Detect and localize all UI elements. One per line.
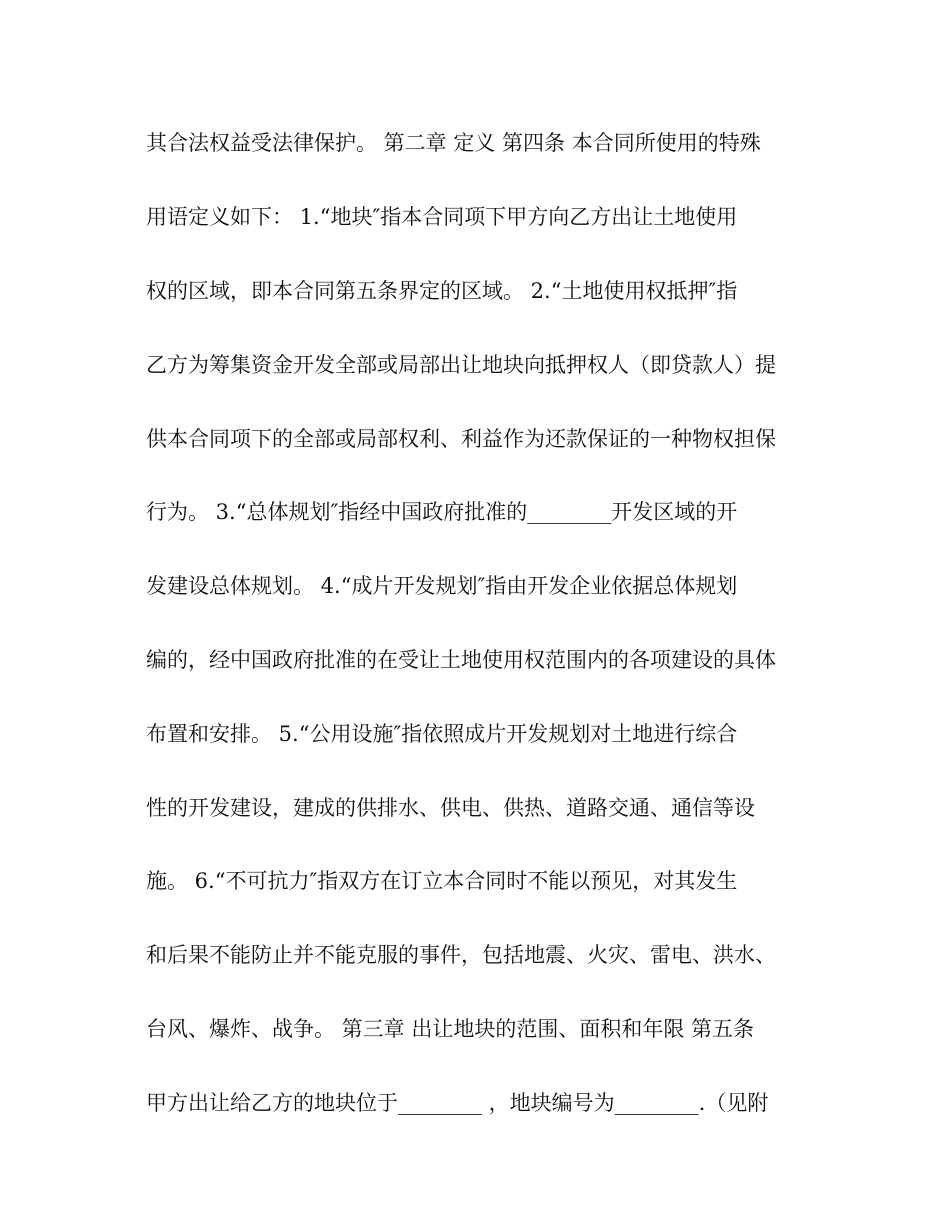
text-line: 供本合同项下的全部或局部权利、利益作为还款保证的一种物权担保 — [146, 427, 776, 451]
text-line: 编的，经中国政府批准的在受让土地使用权范围内的各项建设的具体 — [146, 648, 776, 672]
text-line: 台风、爆炸、战争。 第三章 出让地块的范围、面积和年限 第五条 — [146, 1017, 755, 1041]
text-line: 乙方为筹集资金开发全部或局部出让地块向抵押权人（即贷款人）提 — [146, 353, 776, 377]
text-line: 行为。 3.“总体规划″指经中国政府批准的________开发区域的开 — [146, 500, 738, 524]
text-line: 布置和安排。 5.“公用设施″指依照成片开发规划对土地进行综合 — [146, 722, 738, 746]
text-line: 发建设总体规划。 4.“成片开发规划″指由开发企业依据总体规划 — [146, 574, 738, 598]
text-line: 甲方出让给乙方的地块位于________ ，地块编号为________.（见附 — [146, 1091, 769, 1115]
text-line: 性的开发建设，建成的供排水、供电、供热、道路交通、通信等设 — [146, 796, 755, 820]
text-line: 其合法权益受法律保护。 第二章 定义 第四条 本合同所使用的特殊 — [146, 131, 761, 155]
text-line: 用语定义如下： 1.“地块″指本合同项下甲方向乙方出让土地使用 — [146, 205, 738, 229]
text-line: 和后果不能防止并不能克服的事件，包括地震、火灾、雷电、洪水、 — [146, 943, 776, 967]
text-line: 施。 6.“不可抗力″指双方在订立本合同时不能以预见，对其发生 — [146, 869, 738, 893]
text-line: 权的区域，即本合同第五条界定的区域。 2.“土地使用权抵押″指 — [146, 279, 738, 303]
